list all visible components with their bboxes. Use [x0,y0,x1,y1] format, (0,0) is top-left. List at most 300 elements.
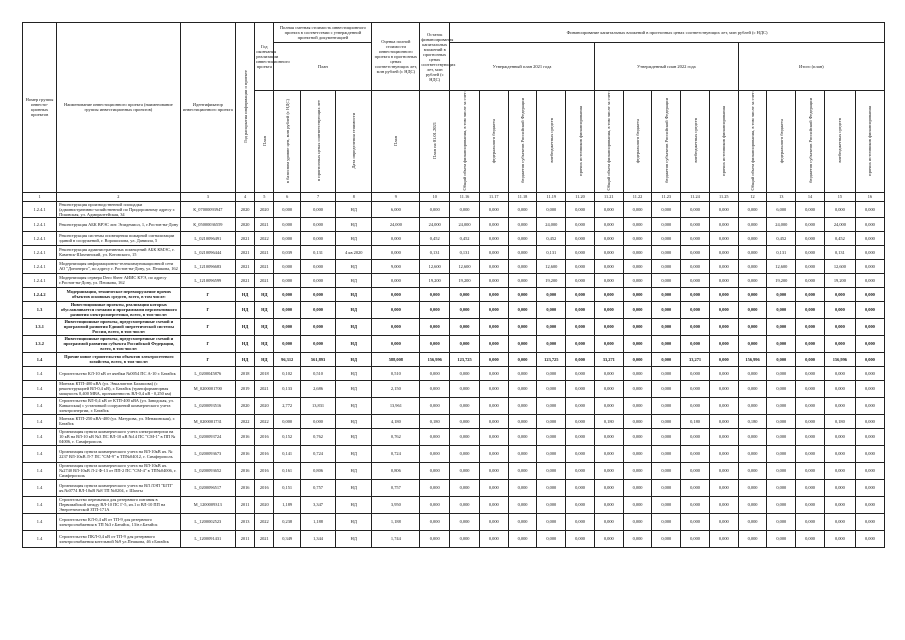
value-cell: 0,000 [652,445,681,462]
value-cell: 0,000 [274,414,301,428]
header-v-federal-1: федерального бюджета [479,91,508,193]
value-cell: НД [336,462,372,479]
value-cell: НД [336,335,372,352]
table-row [23,366,885,380]
value-cell: 0,000 [855,428,884,445]
value-cell: 0,141 [274,445,301,462]
value-cell: НД [336,380,372,397]
value-cell: 0,000 [420,445,450,462]
value-cell: 1,188 [372,513,420,530]
value-cell: 12,600 [824,259,855,273]
value-cell: 0,000 [709,352,738,366]
value-cell: 0,000 [796,479,825,496]
table-row [23,287,885,301]
value-cell: 0,000 [566,380,595,397]
header-year-end: Год окончания реализации инвестиционного проекта [255,23,274,91]
value-cell: 0,000 [508,445,537,462]
value-cell: 0,000 [623,496,652,513]
value-cell: 0,000 [274,231,301,245]
header-v-total-2: Общий объем финансирования, в том числе за счет: [594,91,623,193]
value-cell: 0,000 [420,479,450,496]
value-cell: 0,000 [479,366,508,380]
value-cell: 2022 [255,231,274,245]
value-cell: 0,000 [450,397,480,414]
value-cell: 0,452 [420,231,450,245]
value-cell: 0,000 [738,318,767,335]
value-cell: 0,000 [623,335,652,352]
header-group-number: Номер группы инвести-ционных проектов [23,23,57,193]
value-cell: 0,000 [652,397,681,414]
value-cell: 0,000 [566,428,595,445]
value-cell: 0,000 [372,287,420,301]
column-index: 3 [180,192,235,201]
value-cell: 0,000 [738,479,767,496]
identifier-cell: L_0200093724 [180,428,235,445]
value-cell: 0,000 [738,301,767,318]
value-cell: 0,000 [652,287,681,301]
value-cell: 0,000 [566,530,595,547]
value-cell: 0,000 [767,318,796,335]
project-name-cell: Организация пункта коммерческого учета электроэнергии на 10 кВ на ВЛ-10 кВ №3 ПС ВЛ-10 кВ №14 ПС "СМ-1" в ПП № 04006, г. Симферополь [57,428,181,445]
value-cell: 0,000 [738,273,767,287]
column-index: 11.16 [450,192,480,201]
value-cell: НД [336,352,372,366]
identifier-cell: Г [180,287,235,301]
value-cell: 0,131 [824,245,855,259]
value-cell: 0,000 [594,335,623,352]
table-row [23,530,885,547]
value-cell: 0,000 [274,273,301,287]
project-name-cell: Инвестиционные проекты, реализация которых обуславливается схемами и программами перспективного развития электроэнергетики, всего, в том числе: [57,301,181,318]
value-cell: 2016 [236,479,255,496]
value-cell: 0,000 [796,530,825,547]
value-cell: 0,000 [301,301,336,318]
value-cell: 2020 [255,201,274,217]
value-cell: 0,000 [508,352,537,366]
value-cell: 0,000 [420,513,450,530]
value-cell: НД [336,231,372,245]
value-cell: 0,000 [594,428,623,445]
column-index: 11.21 [594,192,623,201]
value-cell: 0,000 [824,301,855,318]
value-cell: 0,000 [796,380,825,397]
value-cell: 0,000 [652,380,681,397]
value-cell: НД [236,301,255,318]
value-cell: 2020 [255,397,274,414]
value-cell: 0,000 [623,259,652,273]
value-cell: 0,000 [508,414,537,428]
column-index: 6 [274,192,301,201]
value-cell: 0,000 [594,318,623,335]
value-cell: НД [236,335,255,352]
identifier-cell: М_1200009313 [180,496,235,513]
value-cell: 0,000 [652,530,681,547]
value-cell: 0,000 [709,287,738,301]
value-cell: 0,000 [855,318,884,335]
value-cell: 0,238 [274,513,301,530]
value-cell: НД [236,352,255,366]
value-cell: 3,950 [372,496,420,513]
value-cell: 0,000 [420,201,450,217]
project-name-cell: Инвестиционные проекты, предусмотренные схемой и программой развития субъекта Российской Федерации, всего, в том числе: [57,335,181,352]
value-cell: 0,724 [372,445,420,462]
value-cell: 0,000 [855,287,884,301]
value-cell: 0,000 [709,201,738,217]
value-cell: 0,000 [508,462,537,479]
value-cell: 0,000 [681,259,710,273]
value-cell: 0,131 [767,245,796,259]
value-cell: 0,000 [420,530,450,547]
value-cell: 0,000 [796,445,825,462]
value-cell: 0,000 [738,231,767,245]
value-cell: 0,000 [796,287,825,301]
table-row [23,245,885,259]
value-cell: 0,000 [594,201,623,217]
value-cell: 0,000 [537,301,566,318]
value-cell: 0,000 [566,301,595,318]
value-cell: 0,000 [796,428,825,445]
header-v-regional-3: бюджетов субъектов Российской Федерации [796,91,825,193]
value-cell: НД [336,287,372,301]
header-full-cost: Полная сметная стоимость инвестиционного проекта в соответствии с утвержденной проектной документацией [274,23,372,43]
value-cell: 0,000 [623,366,652,380]
value-cell: 0,000 [824,201,855,217]
value-cell: 0,000 [738,397,767,414]
table-row [23,217,885,231]
value-cell: 0,000 [508,380,537,397]
header-plan-2022: Утвержденный план 2022 года [594,43,738,91]
value-cell: 0,000 [450,366,480,380]
value-cell: 0,000 [767,352,796,366]
value-cell: 2018 [236,366,255,380]
value-cell: 0,000 [450,414,480,428]
value-cell: 24,000 [372,217,420,231]
value-cell: 2016 [236,428,255,445]
value-cell: 2020 [236,397,255,414]
value-cell: 0,000 [420,380,450,397]
value-cell: НД [236,318,255,335]
value-cell: 33,271 [594,352,623,366]
value-cell: 0,000 [479,414,508,428]
value-cell: 0,000 [372,231,420,245]
identifier-cell: К_07000093947 [180,201,235,217]
value-cell: 0,131 [450,245,480,259]
group-number-cell: 1.2.4.1 [23,201,57,217]
value-cell: 0,000 [855,217,884,231]
header-remaining: Остаток финансирования капитальных вложений в прогнозных ценах соответствующих лет, млн рублей (с НДС) [420,23,450,91]
value-cell: 0,000 [508,217,537,231]
column-index: 10 [420,192,450,201]
value-cell: 0,000 [681,335,710,352]
value-cell: НД [336,513,372,530]
value-cell: 0,000 [450,301,480,318]
value-cell: 0,000 [709,513,738,530]
value-cell: 2020 [255,496,274,513]
identifier-cell: Г [180,352,235,366]
value-cell: 0,000 [594,231,623,245]
value-cell: 0,000 [479,201,508,217]
value-cell: 0,510 [301,366,336,380]
header-v-date: Дата определения стоимости [336,91,372,193]
value-cell: 0,000 [450,513,480,530]
value-cell: 0,000 [537,414,566,428]
value-cell: 123,725 [450,352,480,366]
header-v-plan-2021-01: План на 01.01.2021 [420,91,450,193]
value-cell: 0,000 [796,352,825,366]
header-v-total-3: Общий объем финансирования, в том числе за счет: [738,91,767,193]
value-cell: 0,000 [594,301,623,318]
value-cell: 0,000 [855,301,884,318]
value-cell: 0,000 [796,414,825,428]
value-cell: 0,000 [301,201,336,217]
value-cell: НД [255,287,274,301]
header-v-federal-2: федерального бюджета [623,91,652,193]
value-cell: 0,000 [652,414,681,428]
project-name-cell: Строительство ПКЛ-0,4 кВ от ТП-9 для резервного электроснабжения котельной №9 ул.Пешкова, 46 г.Батайск [57,530,181,547]
value-cell: 0,000 [738,366,767,380]
identifier-cell: L_0200093516 [180,397,235,414]
value-cell: 2021 [236,273,255,287]
value-cell: 0,000 [372,273,420,287]
value-cell: 0,000 [623,245,652,259]
value-cell: НД [236,287,255,301]
value-cell: 0,180 [420,414,450,428]
value-cell: 0,757 [301,479,336,496]
value-cell: 2016 [255,445,274,462]
value-cell: 0,000 [479,397,508,414]
value-cell: 0,000 [508,259,537,273]
value-cell: 0,000 [652,301,681,318]
table-row [23,259,885,273]
table-row [23,513,885,530]
table-body [23,192,885,547]
value-cell: 0,000 [681,397,710,414]
identifier-cell: L_0200093652 [180,462,235,479]
value-cell: 0,000 [767,445,796,462]
value-cell: 0,000 [479,287,508,301]
value-cell: 2021 [255,530,274,547]
value-cell: 0,000 [450,428,480,445]
value-cell: 0,000 [681,513,710,530]
group-number-cell: 1.4 [23,530,57,547]
value-cell: 0,000 [566,201,595,217]
value-cell: 0,000 [566,318,595,335]
value-cell: 0,000 [738,513,767,530]
value-cell: 0,000 [450,445,480,462]
value-cell: 0,000 [479,428,508,445]
value-cell: 0,000 [479,479,508,496]
value-cell: 0,000 [824,479,855,496]
identifier-cell: L_0210096491 [180,231,235,245]
value-cell: 2016 [255,462,274,479]
value-cell: 2,772 [274,397,301,414]
value-cell: 0,000 [681,479,710,496]
value-cell: 0,000 [824,428,855,445]
header-v-other-3: прочих источников финансирования [855,91,884,193]
value-cell: 2016 [236,445,255,462]
value-cell: 0,000 [681,201,710,217]
value-cell: 0,000 [824,318,855,335]
value-cell: 0,000 [594,287,623,301]
value-cell: 0,000 [652,231,681,245]
value-cell: 0,000 [508,496,537,513]
value-cell: 0,452 [537,231,566,245]
value-cell: 0,000 [594,259,623,273]
value-cell: 0,000 [537,479,566,496]
value-cell: 0,000 [796,245,825,259]
value-cell: 0,000 [450,201,480,217]
value-cell: 0,000 [652,201,681,217]
value-cell: 0,000 [824,462,855,479]
value-cell: 0,000 [855,462,884,479]
value-cell: НД [336,445,372,462]
value-cell: 0,000 [566,335,595,352]
value-cell: 0,000 [652,462,681,479]
value-cell: 0,000 [855,414,884,428]
value-cell: 588,008 [372,352,420,366]
value-cell: 0,000 [652,496,681,513]
header-v-offbudget-3: внебюджетных средств [824,91,855,193]
value-cell: 0,000 [623,428,652,445]
value-cell: 0,131 [301,245,336,259]
value-cell: 0,000 [824,397,855,414]
value-cell: 0,000 [623,513,652,530]
value-cell: 0,000 [738,445,767,462]
column-index: 11.20 [566,192,595,201]
value-cell: 0,000 [594,217,623,231]
header-v-offbudget-1: внебюджетных средств [537,91,566,193]
value-cell: 0,000 [652,318,681,335]
value-cell: 0,000 [479,301,508,318]
value-cell: 2021 [236,259,255,273]
value-cell: 2016 [255,428,274,445]
value-cell: 0,000 [479,462,508,479]
value-cell: 0,000 [824,380,855,397]
value-cell: 0,000 [738,245,767,259]
value-cell: 0,000 [566,414,595,428]
project-name-cell: Организация пункта коммерческого учета на ВЛ ЛЭП "БГП" яч.№0774 ВЛ-10кВ №8 ТП №0204, г. Шахты [57,479,181,496]
value-cell: 0,000 [537,201,566,217]
project-name-cell: Модернизация сервера Dero Sheer АИИС КУЭ, по адресу г.Ростов-на-Дону, ул. Пешкова, 162 [57,273,181,287]
value-cell: 2021 [255,245,274,259]
value-cell: 0,762 [372,428,420,445]
value-cell: 0,000 [623,217,652,231]
column-index: 11.19 [537,192,566,201]
value-cell: 0,000 [681,245,710,259]
value-cell: 0,806 [372,462,420,479]
value-cell: 1,188 [301,513,336,530]
value-cell: 0,151 [274,479,301,496]
value-cell: 0,806 [301,462,336,479]
value-cell: 0,000 [508,366,537,380]
value-cell: 0,000 [566,217,595,231]
group-number-cell: 1.4 [23,397,57,414]
column-index: 11.22 [623,192,652,201]
value-cell: 0,000 [767,301,796,318]
value-cell: 0,000 [709,428,738,445]
value-cell: 0,000 [796,201,825,217]
value-cell: 4 кв 2020 [336,245,372,259]
table-row [23,231,885,245]
value-cell: 0,000 [566,259,595,273]
value-cell: 0,000 [479,318,508,335]
value-cell: 0,000 [709,335,738,352]
header-year-info: Год раскрытия информации о проекте [236,23,255,193]
value-cell: 0,000 [824,513,855,530]
value-cell: 12,600 [420,259,450,273]
identifier-cell: L_0200096517 [180,479,235,496]
header-v-federal-3: федерального бюджета [767,91,796,193]
value-cell: НД [336,301,372,318]
value-cell: 0,000 [738,380,767,397]
value-cell: 0,000 [566,287,595,301]
value-cell: 0,000 [594,445,623,462]
value-cell: 13,961 [372,397,420,414]
value-cell: 0,000 [537,380,566,397]
value-cell: 0,000 [855,496,884,513]
document-page [22,22,885,628]
value-cell: НД [336,530,372,547]
value-cell: 0,000 [450,479,480,496]
project-name-cell: Организация пункта коммерческого учета на ВЛ-10кВ яч. №2740 ВЛ-10кВ Л-2 Ф-13 от ПП-2 ПС "СМ-4" в ТП№04006, г. Симферополь [57,462,181,479]
value-cell: 2018 [255,366,274,380]
value-cell: 0,000 [450,335,480,352]
value-cell: 0,000 [566,273,595,287]
value-cell: 0,000 [623,479,652,496]
value-cell: 0,000 [508,245,537,259]
value-cell: 0,000 [594,496,623,513]
column-index-row [23,192,885,201]
group-number-cell: 1.4 [23,352,57,366]
value-cell: 0,000 [681,318,710,335]
value-cell: 0,000 [274,301,301,318]
value-cell: 0,000 [420,462,450,479]
value-cell: 0,000 [767,496,796,513]
value-cell: 156,996 [738,352,767,366]
header-plan: План [274,43,372,91]
value-cell: 0,180 [594,414,623,428]
table-row [23,397,885,414]
value-cell: 0,000 [479,217,508,231]
project-name-cell: Прочие новое строительство объектов электросетевого хозяйства, всего, в том числе: [57,352,181,366]
value-cell: 2019 [236,380,255,397]
value-cell: 0,000 [479,335,508,352]
value-cell: 0,000 [767,462,796,479]
value-cell: 0,000 [681,496,710,513]
value-cell: 0,000 [594,366,623,380]
value-cell: 0,000 [301,259,336,273]
group-number-cell: 1.4 [23,414,57,428]
value-cell: 1,344 [301,530,336,547]
group-number-cell: 1.3.1 [23,318,57,335]
value-cell: 0,000 [566,352,595,366]
value-cell: 0,000 [537,513,566,530]
value-cell: 0,000 [566,397,595,414]
value-cell: 13,831 [301,397,336,414]
value-cell: 0,000 [566,245,595,259]
group-number-cell: 1.4 [23,496,57,513]
value-cell: 0,000 [623,380,652,397]
value-cell: 2016 [255,479,274,496]
value-cell: 0,000 [824,366,855,380]
value-cell: 0,180 [738,414,767,428]
column-index: 16 [855,192,884,201]
value-cell: 0,000 [301,318,336,335]
value-cell: 0,000 [709,380,738,397]
header-project-name: Наименование инвестиционного проекта (наименование группы инвестиционных проектов) [57,23,181,193]
value-cell: 0,000 [623,414,652,428]
value-cell: 0,452 [767,231,796,245]
